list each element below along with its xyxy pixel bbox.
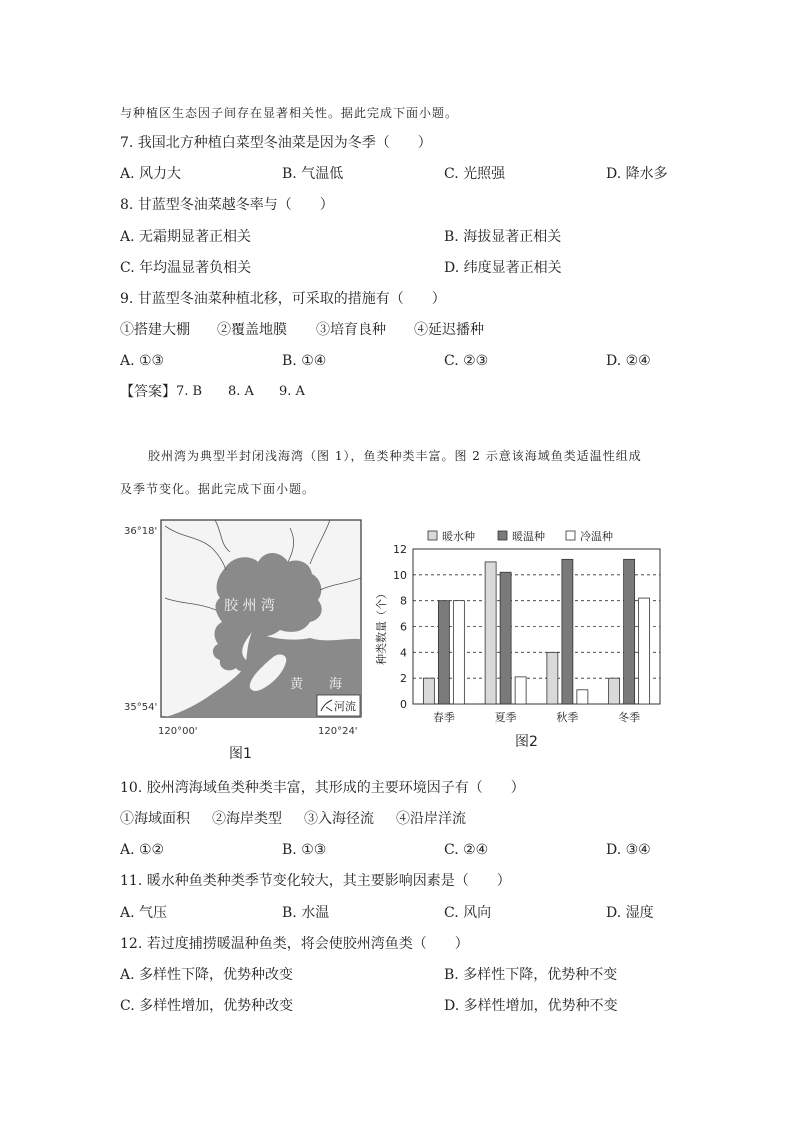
legend-river-label: 河流 [334,700,356,713]
question-10-item-2: ②海岸类型 [212,811,282,827]
question-8-option-c[interactable]: C. 年均温显著负相关 [120,260,252,276]
question-11-option-a[interactable]: A. 气压 [120,905,168,921]
passage-2-line-1: 胶州湾为典型半封闭浅海湾（图 1），鱼类种类丰富。图 2 示意该海域鱼类适温性组成 [148,449,642,463]
question-10-option-c[interactable]: C. ②④ [444,842,489,858]
legend-label-2: 冷温种 [580,530,613,543]
legend-label-0: 暖水种 [442,530,475,543]
passage-continuation: 与种植区生态因子间存在显著相关性。据此完成下面小题。 [120,106,459,120]
longitude-right: 120°24' [318,726,358,737]
y-tick-label: 10 [393,568,407,582]
question-9-item-4: ④延迟播种 [414,322,484,338]
y-tick-label: 2 [400,672,407,686]
answer-8: 8. A [228,384,254,399]
sea-label: 黄 海 [290,677,343,692]
question-8-option-a[interactable]: A. 无霜期显著正相关 [120,229,252,245]
question-12-option-b[interactable]: B. 多样性下降，优势种不变 [444,967,618,983]
y-tick-label: 0 [400,698,407,711]
question-10-option-b[interactable]: B. ①③ [282,842,327,858]
question-8-stem: 8. 甘蓝型冬油菜越冬率与（ ） [120,197,334,213]
x-tick-label: 冬季 [618,711,641,724]
bar-0-1 [485,562,496,704]
answer-7: 7. B [176,384,203,399]
bar-2-2 [577,690,588,704]
question-12-option-c[interactable]: C. 多样性增加，优势种改变 [120,998,294,1014]
figure-2-chart [370,520,670,730]
y-tick-label: 8 [400,594,407,608]
question-9-item-3: ③培育良种 [316,322,386,338]
passage-2-line-2: 及季节变化。据此完成下面小题。 [120,482,316,496]
figure-2-caption: 图2 [515,734,538,750]
y-axis-label: 种类数量（个） [375,588,388,665]
legend-swatch-2 [566,531,575,540]
question-11-option-c[interactable]: C. 风向 [444,905,492,921]
question-10-item-3: ③入海径流 [304,811,374,827]
y-tick-label: 4 [400,646,407,660]
question-7-option-d[interactable]: D. 降水多 [606,166,668,182]
question-7-option-b[interactable]: B. 气温低 [282,166,344,182]
question-10-item-1: ①海域面积 [120,811,190,827]
legend-label-1: 暖温种 [512,530,545,543]
question-9-item-1: ①搭建大棚 [120,322,190,338]
answer-9: 9. A [279,384,305,399]
bar-0-3 [609,678,620,704]
bar-1-0 [438,601,449,704]
question-11-option-d[interactable]: D. 湿度 [606,905,654,921]
question-9-stem: 9. 甘蓝型冬油菜种植北移，可采取的措施有（ ） [120,291,446,307]
longitude-left: 120°00' [158,726,198,737]
bar-1-2 [562,559,573,704]
latitude-bottom: 35°54' [124,702,158,713]
bar-chart [370,520,670,730]
figure-1-caption: 图1 [229,746,252,762]
latitude-top: 36°18' [124,526,158,537]
x-tick-label: 秋季 [556,711,579,724]
question-9-option-d[interactable]: D. ②④ [606,353,651,369]
question-7-stem: 7. 我国北方种植白菜型冬油菜是因为冬季（ ） [120,135,432,151]
bar-2-3 [639,598,650,704]
x-tick-label: 夏季 [494,711,517,724]
question-8-option-d[interactable]: D. 纬度显著正相关 [444,260,562,276]
question-12-stem: 12. 若过度捕捞暖温种鱼类，将会使胶州湾鱼类（ ） [120,936,469,952]
legend-swatch-1 [498,531,507,540]
question-11-stem: 11. 暖水种鱼类种类季节变化较大，其主要影响因素是（ ） [120,873,511,889]
y-tick-label: 12 [393,543,407,556]
bar-0-0 [423,678,434,704]
question-12-option-d[interactable]: D. 多样性增加，优势种不变 [444,998,618,1014]
bar-1-3 [624,559,635,704]
question-12-option-a[interactable]: A. 多样性下降，优势种改变 [120,967,294,983]
bar-1-1 [500,572,511,704]
question-10-option-a[interactable]: A. ①② [120,842,165,858]
question-8-option-b[interactable]: B. 海拔显著正相关 [444,229,562,245]
bar-2-0 [453,601,464,704]
question-9-option-b[interactable]: B. ①④ [282,353,327,369]
answer-label: 【答案】 [120,384,176,400]
bay-label: 胶 州 湾 [224,598,275,614]
question-9-item-2: ②覆盖地膜 [217,322,287,338]
question-9-option-c[interactable]: C. ②③ [444,353,489,369]
figure-1-map [120,518,370,740]
legend-swatch-0 [428,531,437,540]
bar-0-2 [547,652,558,704]
question-7-option-a[interactable]: A. 风力大 [120,166,182,182]
question-10-item-4: ④沿岸洋流 [396,811,466,827]
question-10-option-d[interactable]: D. ③④ [606,842,651,858]
x-tick-label: 春季 [432,711,455,724]
bar-2-1 [515,677,526,704]
y-tick-label: 6 [400,620,407,634]
question-7-option-c[interactable]: C. 光照强 [444,166,506,182]
question-10-stem: 10. 胶州湾海域鱼类种类丰富，其形成的主要环境因子有（ ） [120,780,525,796]
question-11-option-b[interactable]: B. 水温 [282,905,330,921]
question-9-option-a[interactable]: A. ①③ [120,353,165,369]
